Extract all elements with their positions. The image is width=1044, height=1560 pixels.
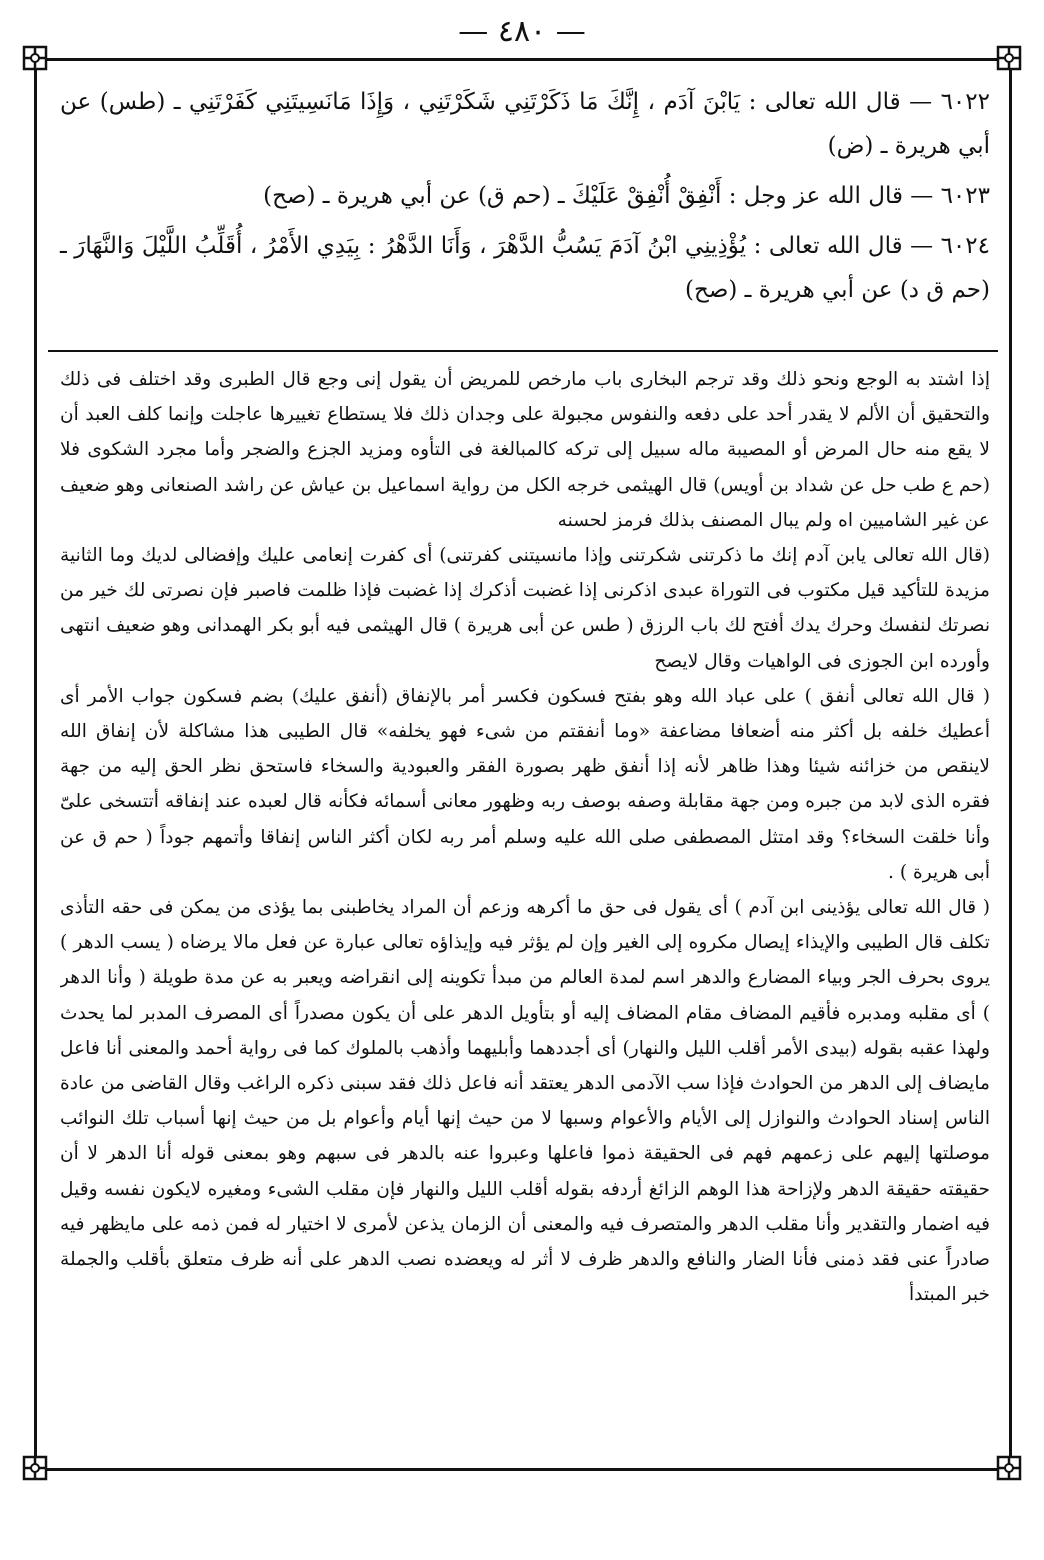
corner-ornament-icon (996, 1455, 1022, 1481)
hadith-6024: ٦٠٢٤ — قال الله تعالى : يُؤْذِينِي ابْنُ آدَمَ يَسُبُّ الدَّهْرَ ، وَأَنَا الدَّهْرُ : بِيَدِي الأَمْرُ ، أُقَلِّبُ اللَّيْلَ وَالنَّهَارَ ـ (حم ق د) عن أبي هريرة ـ (صح) (60, 233, 990, 303)
commentary-section (60, 362, 990, 1462)
corner-ornament-icon (22, 1455, 48, 1481)
page-number: — ٤٨٠ — (458, 14, 586, 49)
frame-bottom-rule (34, 1468, 1012, 1471)
commentary-paragraph: ( قال الله تعالى يؤذينى ابن آدم ) أى يقول فى حق ما أكرهه وزعم أن المراد يخاطبنى بما يؤذى من يمكن فى حقه التأذى تكلف قال الطيبى والإيذاء إيصال مكروه إلى الغير وإن لم يؤثر فيه وإيذاؤه تعالى عبارة عن فعل مالا يرضاه ( يسب الدهر ) يروى بحرف الجر وبياء المضارع والدهر اسم لمدة العالم من مبدأ تكوينه إلى انقراضه ويعبر به عن مدة طويلة ( وأنا الدهر ) أى مقلبه ومدبره فأقيم المضاف مقام المضاف إليه أو بتأويل الدهر على أن يكون مصدراً أى المصرف المدبر لما يحدث ولهذا عقبه بقوله (بيدى الأمر أقلب الليل والنهار) أى أجددهما وأبليهما وأذهب بالملوك كما فى رواية أحمد والمعنى أنا فاعل مايضاف إلى الدهر من الحوادث فإذا سب الآدمى الدهر يعتقد أنه فاعل ذلك فقد سبنى ذكره الراغب وقال القاضى من عادة الناس إسناد الحوادث والنوازل إلى الأيام والأعوام وسبها لا من حيث إنها أيام وأعوام بل من حيث إنها أسباب تلك النوائب موصلتها إليهم على زعمهم فهم فى الحقيقة ذموا فاعلها وعبروا عنه بالدهر فى سبهم وهو بمعنى قوله أنا الدهر لا أن حقيقته حقيقة الدهر ولإزاحة هذا الوهم الزائغ أردفه بقوله أقلب الليل والنهار فإن مقلب الشىء ومغيره لايكون نفسه وقيل فيه اضمار والتقدير وأنا مقلب الدهر والمتصرف فيه والمعنى أن الزمان يذعن لأمرى لا اختيار له فمن ذمه على مايظهر فيه صادراً عنى فقد ذمنى فأنا الضار والنافع والدهر ظرف لا أثر له ويعضده نصب الدهر على أنه ظرف متعلق بأقلب والجملة خبر المبتدأ (60, 897, 990, 1306)
commentary-paragraph: إذا اشتد به الوجع ونحو ذلك وقد ترجم البخارى باب مارخص للمريض أن يقول إنى وجع قال الطبرى وقد اختلف فى ذلك والتحقيق أن الألم لا يقدر أحد على دفعه والنفوس مجبولة على وجدان ذلك فلا يستطاع تغييرها عاجلت وإنما كلف العبد أن لا يقع منه حال المرض أو المصيبة ماله سبيل إلى تركه كالمبالغة فى التأوه ومزيد الجزع والضجر وأما مجرد الشكوى فلا (حم ع طب حل عن شداد بن أويس) قال الهيثمى خرجه الكل من رواية اسماعيل بن عياش عن راشد الصنعانى وهو ضعيف عن غير الشاميين اه ولم يبال المصنف بذلك فرمز لحسنه (60, 369, 990, 531)
commentary-paragraph: (قال الله تعالى يابن آدم إنك ما ذكرتنى شكرتنى وإذا مانسيتنى كفرتنى) أى كفرت إنعامى عليك وإفضالى لديك وما الثانية مزيدة للتأكيد قيل مكتوب فى التوراة عبدى اذكرنى إذا غضبت أذكرك إذا غضبت فإذا ظلمت فاصبر فإن نصرتى لك خير من نصرتك لنفسك وحرك يدك أفتح لك باب الرزق ( طس عن أبى هريرة ) قال الهيثمى فيه أبو بكر الهمدانى وهو ضعيف انتهى وأورده ابن الجوزى فى الواهيات وقال لايصح (60, 545, 990, 672)
corner-ornament-icon (22, 45, 48, 71)
hadith-6022: ٦٠٢٢ — قال الله تعالى : يَابْنَ آدَم ، إِنَّكَ مَا ذَكَرْتَنِي شَكَرْتَنِي ، وَإِذَا مَانَسِيتَنِي كَفَرْتَنِي ـ (طس) عن أبي هريرة ـ (ض) (60, 89, 990, 159)
corner-ornament-icon (996, 45, 1022, 71)
commentary-paragraph: ( قال الله تعالى أنفق ) على عباد الله وهو بفتح فسكون فكسر أمر بالإنفاق (أنفق عليك) بضم فسكون جواب الأمر أى أعطيك خلفه بل أكثر منه أضعافا مضاعفة «وما أنفقتم من شىء فهو يخلفه» قال الطيبى هذا مشاكلة لأن إنفاق الله لاينقص من خزائنه شيئا وهذا ظاهر لأنه إذا أنفق ظهر بصورة الفقر والعبودية والسخاء فاستحق نظر الحق إليه من جهة فقره الذى لابد من جبره ومن جهة مقابلة وصفه بوصف ربه وظهور معانى أسمائه فكأنه قال لعبده عند إنفاقه أتتسخى علىّ وأنا خلقت السخاء؟ وقد امتثل المصطفى صلى الله عليه وسلم أمر ربه لكان أكثر الناس إنفاقا وأتمهم جوداً ( حم ق عن أبى هريرة ) . (60, 685, 990, 883)
frame-right-rule (1009, 58, 1012, 1471)
hadith-6023: ٦٠٢٣ — قال الله عز وجل : أَنْفِقْ أُنْفِقْ عَلَيْكَ ـ (حم ق) عن أبي هريرة ـ (صح) (263, 183, 990, 209)
frame-top-rule (34, 58, 1012, 61)
frame-left-rule (34, 58, 37, 1471)
section-divider (48, 350, 998, 352)
hadith-section (60, 80, 990, 318)
